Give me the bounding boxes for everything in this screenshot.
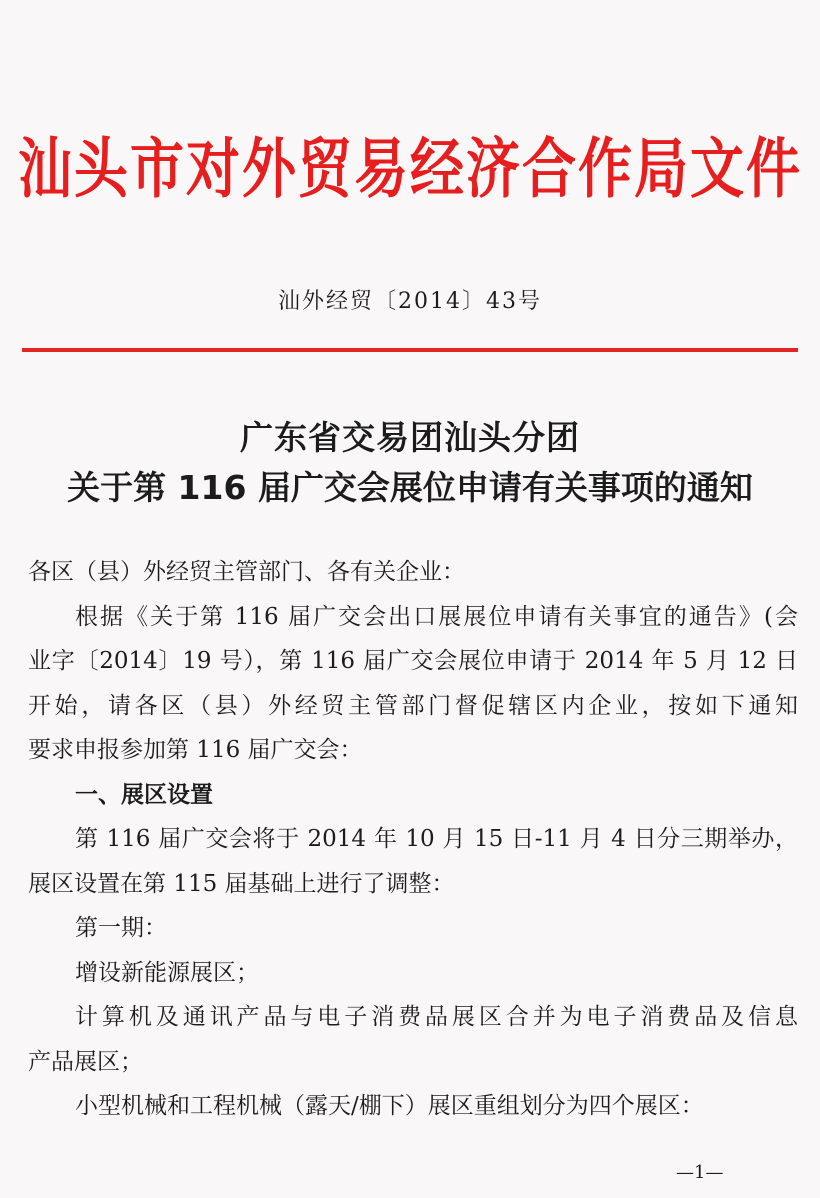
page-number: —1— bbox=[676, 1162, 724, 1183]
document-number: 汕外经贸〔2014〕43号 bbox=[278, 289, 542, 314]
paragraph-line: 展区设置在第 115 届基础上进行了调整： bbox=[28, 870, 455, 897]
section-heading: 一、展区设置 bbox=[75, 781, 213, 808]
paragraph-line: 业字〔2014〕19 号），第 116 届广交会展位申请于 2014 年 5 月 12 日 bbox=[28, 648, 798, 674]
red-divider-line bbox=[22, 348, 798, 352]
list-item: 增设新能源展区； bbox=[75, 959, 259, 986]
list-item: 小型机械和工程机械（露天/棚下）展区重组划分为四个展区： bbox=[75, 1093, 704, 1119]
list-item-continuation: 产品展区； bbox=[28, 1048, 143, 1075]
phase-label: 第一期： bbox=[75, 915, 167, 941]
notice-title-line1: 广东省交易团汕头分团 bbox=[240, 418, 580, 457]
salutation: 各区（县）外经贸主管部门、各有关企业： bbox=[28, 559, 465, 585]
document-body bbox=[28, 550, 798, 1129]
document-header-title: 汕头市对外贸易经济合作局文件 bbox=[18, 130, 802, 207]
list-item: 计算机及通讯产品与电子消费品展区合并为电子消费品及信息 bbox=[75, 1004, 798, 1030]
paragraph-line: 要求申报参加第 116 届广交会： bbox=[28, 737, 363, 763]
paragraph-line: 第 116 届广交会将于 2014 年 10 月 15 日-11 月 4 日分三期举办， bbox=[75, 826, 798, 852]
paragraph-line: 根据《关于第 116 届广交会出口展展位申请有关事宜的通告》(会 bbox=[75, 603, 798, 630]
notice-title-line2: 关于第 116 届广交会展位申请有关事项的通知 bbox=[67, 468, 753, 507]
paragraph-line: 开始，请各区（县）外经贸主管部门督促辖区内企业，按如下通知 bbox=[28, 692, 798, 719]
